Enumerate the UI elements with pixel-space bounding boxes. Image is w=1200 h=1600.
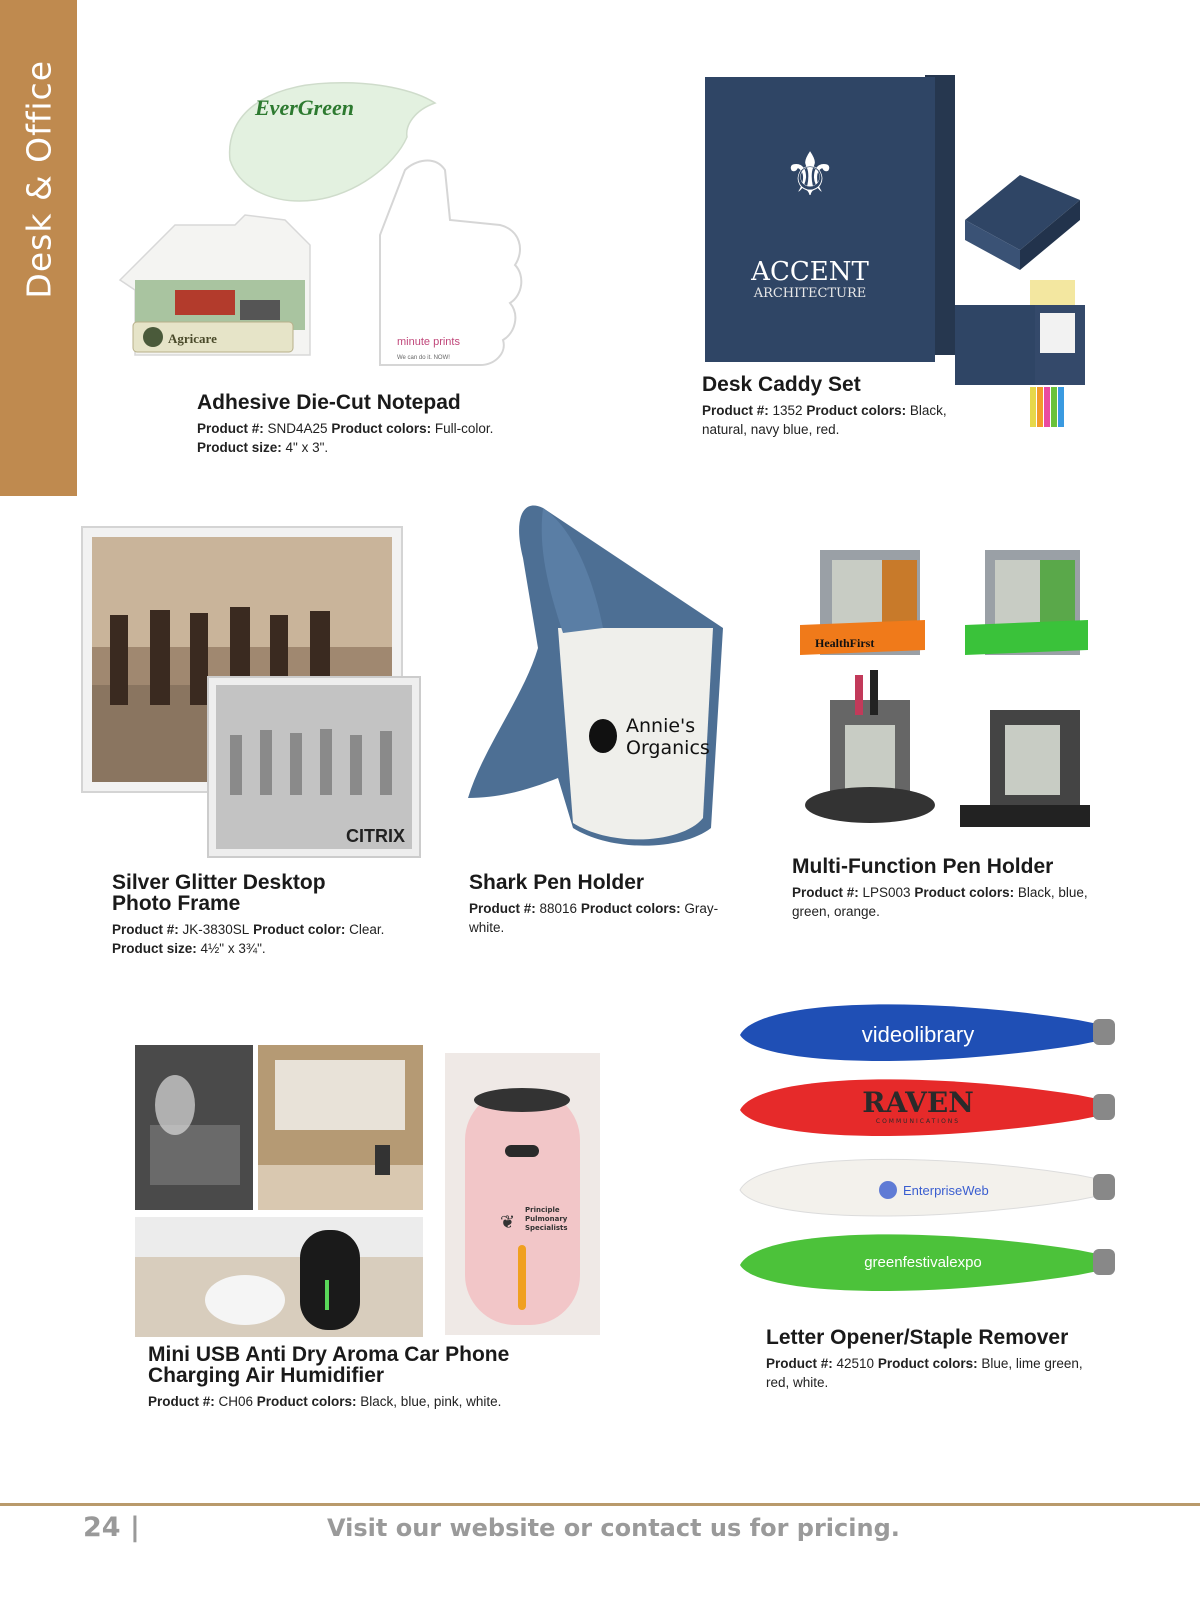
product-details-line: Product #: JK-3830SL Product color: Clear. <box>112 922 385 937</box>
pen-holder-image <box>800 525 1105 835</box>
enterpriseweb-logo: EnterpriseWeb <box>903 1183 989 1198</box>
product-title: Mini USB Anti Dry Aroma Car Phone <box>148 1343 510 1366</box>
product-details-line: white. <box>469 920 505 935</box>
section-tab <box>0 0 77 496</box>
product-title-line-2: Photo Frame <box>112 892 241 915</box>
product-title: Shark Pen Holder <box>469 871 645 894</box>
product-details-line: Product size: 4½" x 3¾". <box>112 941 266 956</box>
product-details-line: Product #: 42510 Product colors: Blue, lime green, <box>766 1356 1083 1371</box>
product-title-line-2: Charging Air Humidifier <box>148 1364 385 1387</box>
product-humidifier <box>148 1344 568 1411</box>
minute-prints-tagline: We can do it. NOW! <box>397 355 450 361</box>
product-details-line: red, white. <box>766 1375 829 1390</box>
psp-logo-line1: Principle <box>525 1206 560 1214</box>
annies-logo-line1: Annie's <box>626 715 696 737</box>
agricare-logo: Agricare <box>168 331 217 346</box>
product-letter-opener <box>766 1327 1106 1392</box>
product-details-line: natural, navy blue, red. <box>702 422 840 437</box>
product-title: Silver Glitter Desktop <box>112 871 326 894</box>
evergreen-logo: EverGreen <box>255 95 354 120</box>
product-photo-frame <box>112 872 442 958</box>
product-details-line: Product #: SND4A25 Product colors: Full-color. <box>197 421 494 436</box>
videolibrary-logo: videolibrary <box>861 1022 975 1047</box>
footer-divider <box>0 1503 1200 1506</box>
product-title: Adhesive Die-Cut Notepad <box>197 391 461 414</box>
psp-logo-line3: Specialists <box>525 1224 568 1232</box>
product-notepad <box>197 392 577 457</box>
psp-logo-line2: Pulmonary <box>525 1215 568 1223</box>
notepad-image <box>115 75 545 375</box>
product-details-line: Product #: 88016 Product colors: Gray- <box>469 901 719 916</box>
citrix-logo: CITRIX <box>345 826 405 846</box>
raven-logo: RAVEN <box>862 1086 974 1119</box>
minute-prints-logo: minute prints <box>397 336 460 348</box>
product-shark <box>469 872 749 937</box>
accent-logo-sub: ARCHITECTURE <box>753 286 867 301</box>
product-pen-holder <box>792 856 1112 921</box>
product-details-line: green, orange. <box>792 904 880 919</box>
shark-pen-holder-image <box>463 498 733 858</box>
product-details-line: Product #: CH06 Product colors: Black, blue, pink, white. <box>148 1394 502 1409</box>
letter-opener-image <box>738 995 1128 1310</box>
fleur-de-lis-icon: ⚜ <box>783 140 837 210</box>
footer-pricing-note: Visit our website or contact us for pricing. <box>327 1514 900 1542</box>
raven-logo-sub: COMMUNICATIONS <box>875 1118 961 1125</box>
greenfestivalexpo-logo: greenfestivalexpo <box>864 1254 982 1271</box>
product-title: Letter Opener/Staple Remover <box>766 1326 1069 1349</box>
page-number: 24 | <box>83 1512 140 1543</box>
humidifier-image <box>135 1045 605 1337</box>
healthfirst-logo: HealthFirst <box>815 636 875 650</box>
product-details-line: Product #: 1352 Product colors: Black, <box>702 403 947 418</box>
product-details-line: Product #: LPS003 Product colors: Black, blue, <box>792 885 1088 900</box>
product-desk-caddy <box>702 374 972 439</box>
section-tab-label: Desk & Office <box>19 60 58 299</box>
product-title: Multi-Function Pen Holder <box>792 855 1054 878</box>
lungs-icon: ❦ <box>500 1212 516 1233</box>
accent-logo: ACCENT <box>751 257 869 287</box>
annies-logo-line2: Organics <box>626 737 710 759</box>
photo-frame-image <box>80 525 425 865</box>
product-title: Desk Caddy Set <box>702 373 861 396</box>
product-details-line: Product size: 4" x 3". <box>197 440 329 455</box>
